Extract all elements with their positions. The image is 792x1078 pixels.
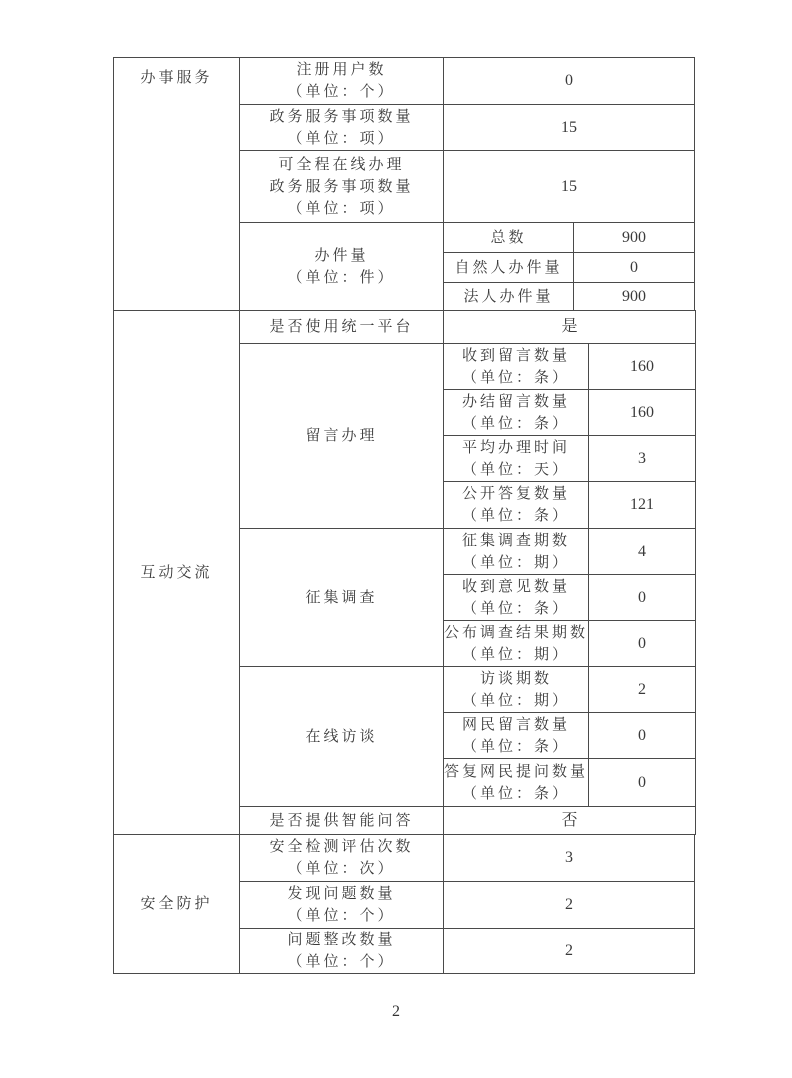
metric-unit: （单位：个） xyxy=(287,954,396,970)
section-banshi-table xyxy=(113,57,695,311)
submetric-label: 自然人办件量 xyxy=(454,259,563,276)
metric-cell xyxy=(240,311,444,344)
submetric-cell xyxy=(444,713,589,759)
value-cell: 4 xyxy=(589,529,696,575)
value-cell: 900 xyxy=(574,283,695,311)
section-label: 办事服务 xyxy=(140,70,213,86)
value-cell: 2 xyxy=(444,929,695,974)
metric-label: 问题整改数量 xyxy=(287,932,396,948)
submetric-label: 总数 xyxy=(490,229,527,246)
value-cell: 2 xyxy=(444,882,695,929)
metric-cell xyxy=(240,807,444,835)
submetric-unit: （单位：条） xyxy=(462,785,571,802)
value-cell: 121 xyxy=(589,482,696,529)
submetric-unit: （单位：期） xyxy=(462,646,571,663)
value-cell: 900 xyxy=(574,223,695,253)
submetric-unit: （单位：条） xyxy=(462,738,571,755)
metric-label: 政务服务事项数量 xyxy=(269,178,414,195)
section-label: 互动交流 xyxy=(140,564,213,581)
value-cell: 0 xyxy=(589,713,696,759)
metric-cell xyxy=(240,151,444,223)
submetric-cell xyxy=(444,390,589,436)
submetric-label: 收到留言数量 xyxy=(462,347,571,364)
metric-unit: （单位：个） xyxy=(287,908,396,924)
group-unit: （单位：件） xyxy=(287,269,396,286)
metric-cell xyxy=(240,882,444,929)
submetric-label: 办结留言数量 xyxy=(462,393,571,410)
submetric-unit: （单位：条） xyxy=(462,415,571,432)
submetric-label: 公开答复数量 xyxy=(462,486,571,502)
metric-unit: （单位：项） xyxy=(287,130,396,147)
section-anquan-table xyxy=(113,834,695,974)
metric-label: 可全程在线办理 xyxy=(278,156,405,173)
metric-label: 是否提供智能问答 xyxy=(269,812,414,829)
section-cell xyxy=(114,311,240,835)
submetric-label: 平均办理时间 xyxy=(462,439,571,456)
submetric-cell xyxy=(444,482,589,529)
submetric-label: 法人办件量 xyxy=(463,288,554,305)
metric-cell xyxy=(240,835,444,882)
metric-cell xyxy=(240,105,444,151)
submetric-unit: （单位：天） xyxy=(462,461,571,478)
value-cell: 是 xyxy=(444,311,696,344)
submetric-label: 收到意见数量 xyxy=(462,578,571,595)
metric-unit: （单位：次） xyxy=(287,861,396,877)
value-cell: 15 xyxy=(444,105,695,151)
submetric-unit: （单位：条） xyxy=(462,508,571,524)
value-cell: 0 xyxy=(589,621,696,667)
value-cell: 3 xyxy=(444,835,695,882)
value-cell: 3 xyxy=(589,436,696,482)
report-table xyxy=(113,57,696,974)
metric-label: 安全检测评估次数 xyxy=(269,839,414,855)
submetric-label: 征集调查期数 xyxy=(462,532,571,549)
submetric-cell xyxy=(444,667,589,713)
submetric-cell xyxy=(444,283,574,311)
submetric-label: 访谈期数 xyxy=(480,670,553,687)
metric-unit: （单位：个） xyxy=(287,84,396,100)
submetric-cell xyxy=(444,436,589,482)
section-hudong-table xyxy=(113,310,696,835)
page-number: 2 xyxy=(392,1003,400,1020)
section-label: 安全防护 xyxy=(140,896,213,912)
metric-label: 发现问题数量 xyxy=(287,886,396,902)
value-cell: 否 xyxy=(444,807,696,835)
group-cell xyxy=(240,667,444,807)
submetric-cell xyxy=(444,223,574,253)
value-cell: 2 xyxy=(589,667,696,713)
group-cell xyxy=(240,344,444,529)
metric-cell xyxy=(240,929,444,974)
value-cell: 160 xyxy=(589,390,696,436)
group-label: 办件量 xyxy=(314,247,369,264)
submetric-unit: （单位：期） xyxy=(462,692,571,709)
value-cell: 0 xyxy=(589,759,696,807)
submetric-cell xyxy=(444,529,589,575)
group-label: 征集调查 xyxy=(305,589,378,606)
submetric-cell xyxy=(444,759,589,807)
submetric-unit: （单位：条） xyxy=(462,600,571,617)
value-cell: 0 xyxy=(444,58,695,105)
submetric-cell xyxy=(444,621,589,667)
submetric-label: 公布调查结果期数 xyxy=(444,624,589,641)
group-label: 留言办理 xyxy=(305,428,378,444)
submetric-cell xyxy=(444,575,589,621)
section-cell xyxy=(114,58,240,311)
submetric-label: 网民留言数量 xyxy=(462,716,571,733)
metric-label: 是否使用统一平台 xyxy=(269,319,414,335)
submetric-cell xyxy=(444,253,574,283)
submetric-unit: （单位：条） xyxy=(462,369,571,386)
value-cell: 15 xyxy=(444,151,695,223)
submetric-label: 答复网民提问数量 xyxy=(444,763,589,780)
value-cell: 160 xyxy=(589,344,696,390)
metric-label: 注册用户数 xyxy=(296,62,387,78)
metric-label: 政务服务事项数量 xyxy=(269,108,414,125)
value-cell: 0 xyxy=(589,575,696,621)
metric-cell xyxy=(240,58,444,105)
group-label: 在线访谈 xyxy=(305,728,378,745)
group-cell xyxy=(240,529,444,667)
metric-unit: （单位：项） xyxy=(287,200,396,217)
submetric-cell xyxy=(444,344,589,390)
submetric-unit: （单位：期） xyxy=(462,554,571,571)
section-cell xyxy=(114,835,240,974)
value-cell: 0 xyxy=(574,253,695,283)
group-cell xyxy=(240,223,444,311)
